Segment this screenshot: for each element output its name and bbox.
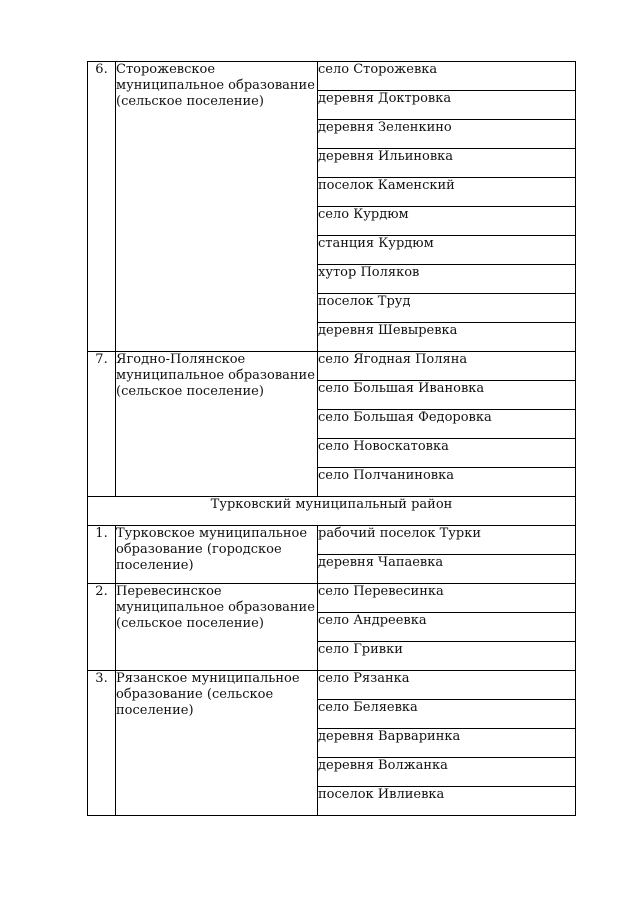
settlement-name: село Новоскатовка bbox=[318, 439, 576, 468]
settlement-name: поселок Каменский bbox=[318, 178, 576, 207]
settlement-name: поселок Труд bbox=[318, 294, 576, 323]
settlement-name: село Гривки bbox=[318, 642, 576, 671]
settlement-row bbox=[88, 62, 576, 91]
settlement-name: хутор Поляков bbox=[318, 265, 576, 294]
municipality-number: 7. bbox=[88, 352, 116, 497]
municipality-name: Турковское муниципальное образование (городское поселение) bbox=[116, 526, 318, 584]
municipality-name: Перевесинское муниципальное образование (сельское поселение) bbox=[116, 584, 318, 671]
settlement-name: деревня Зеленкино bbox=[318, 120, 576, 149]
district-name: Турковский муниципальный район bbox=[88, 497, 576, 526]
settlement-name: деревня Варваринка bbox=[318, 729, 576, 758]
settlement-name: село Курдюм bbox=[318, 207, 576, 236]
municipality-number: 1. bbox=[88, 526, 116, 584]
settlement-name: село Большая Ивановка bbox=[318, 381, 576, 410]
settlement-name: деревня Ильиновка bbox=[318, 149, 576, 178]
settlement-name: село Андреевка bbox=[318, 613, 576, 642]
municipality-number: 6. bbox=[88, 62, 116, 352]
settlements-table-body bbox=[88, 62, 576, 816]
municipality-number: 3. bbox=[88, 671, 116, 816]
settlement-name: деревня Доктровка bbox=[318, 91, 576, 120]
district-header-row bbox=[88, 497, 576, 526]
settlement-name: село Перевесинка bbox=[318, 584, 576, 613]
settlements-table bbox=[87, 61, 576, 816]
municipality-name: Ягодно-Полянское муниципальное образование (сельское поселение) bbox=[116, 352, 318, 497]
settlement-name: деревня Волжанка bbox=[318, 758, 576, 787]
settlement-row bbox=[88, 352, 576, 381]
settlement-name: деревня Шевыревка bbox=[318, 323, 576, 352]
settlement-name: станция Курдюм bbox=[318, 236, 576, 265]
settlement-name: поселок Ивлиевка bbox=[318, 787, 576, 816]
municipality-name: Рязанское муниципальное образование (сельское поселение) bbox=[116, 671, 318, 816]
settlement-name: рабочий поселок Турки bbox=[318, 526, 576, 555]
settlement-name: село Полчаниновка bbox=[318, 468, 576, 497]
settlement-row bbox=[88, 671, 576, 700]
settlement-name: село Рязанка bbox=[318, 671, 576, 700]
settlement-row bbox=[88, 526, 576, 555]
settlement-name: село Беляевка bbox=[318, 700, 576, 729]
settlement-row bbox=[88, 584, 576, 613]
settlement-name: село Сторожевка bbox=[318, 62, 576, 91]
municipality-number: 2. bbox=[88, 584, 116, 671]
municipality-name: Сторожевское муниципальное образование (сельское поселение) bbox=[116, 62, 318, 352]
settlement-name: деревня Чапаевка bbox=[318, 555, 576, 584]
settlement-name: село Ягодная Поляна bbox=[318, 352, 576, 381]
settlement-name: село Большая Федоровка bbox=[318, 410, 576, 439]
